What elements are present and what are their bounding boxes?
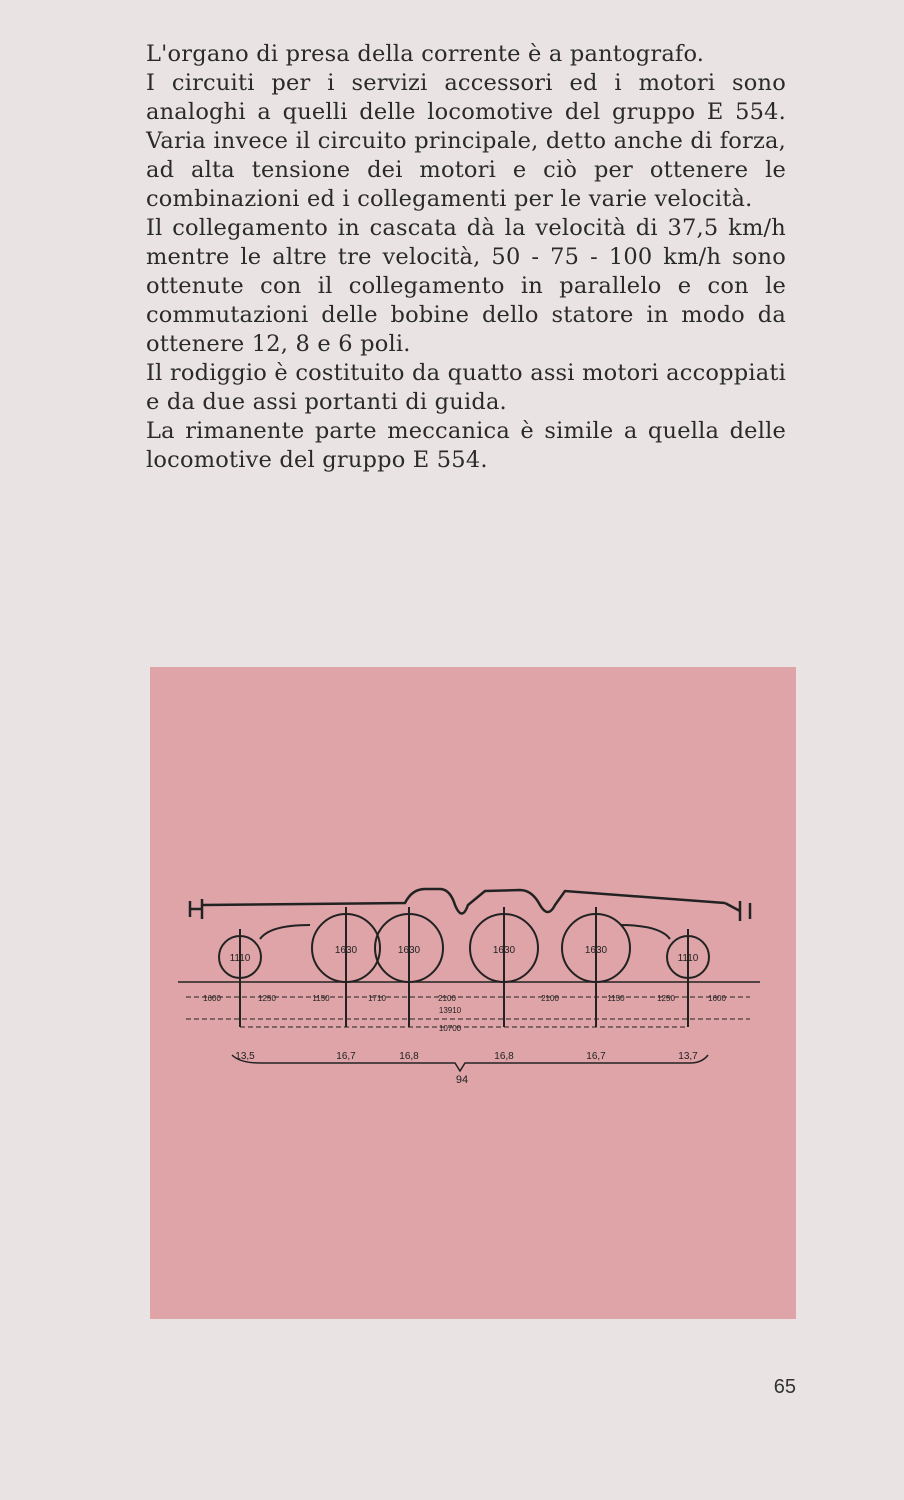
paragraph: La rimanente parte meccanica è simile a quella delle locomotive del gruppo E 554. bbox=[146, 418, 786, 473]
paragraph: Il collegamento in cascata dà la velocità di 37,5 km/h mentre le altre tre velocità, 50 - 75 - 100 km/h sono ottenute con il collegamento in parallelo e con le commutazioni delle bobine dello statore in modo da ottenere 12, 8 e 6 poli. bbox=[146, 215, 786, 357]
wheel-diameter-label: 1110 bbox=[677, 953, 699, 964]
spacing-label: 1250 bbox=[657, 994, 675, 1003]
axle-load-label: 16,8 bbox=[494, 1051, 514, 1062]
wheel-diameter-label: 1630 bbox=[334, 945, 358, 956]
spacing-label: 2100 bbox=[541, 994, 559, 1003]
wheel-diameter-label: 1630 bbox=[397, 945, 421, 956]
locomotive-axle-diagram bbox=[150, 667, 796, 1319]
right-buffer bbox=[725, 901, 750, 921]
page-number: 65 bbox=[773, 1376, 796, 1398]
paragraph: I circuiti per i servizi accessori ed i motori sono analoghi a quelli delle locomotive del gruppo E 554. Varia invece il circuito principale, detto anche di forza, ad alta tensione dei motori e ciò per ottenere le combinazioni ed i collegamenti per le varie velocità. bbox=[146, 70, 786, 212]
axle-load-label: 13,7 bbox=[678, 1051, 698, 1062]
wheelbase-label: 10700 bbox=[438, 1024, 462, 1033]
locomotive-diagram-panel bbox=[150, 667, 796, 1319]
spacing-label: 1150 bbox=[607, 994, 625, 1003]
total-weight-label: 94 bbox=[455, 1074, 469, 1086]
spacing-label: 2100 bbox=[438, 994, 456, 1003]
left-buffer bbox=[190, 899, 202, 919]
body-text bbox=[146, 40, 786, 475]
paragraph: Il rodiggio è costituito da quatto assi motori accoppiati e da due assi portanti di guida. bbox=[146, 360, 786, 415]
paragraph: L'organo di presa della corrente è a pantografo. bbox=[146, 41, 705, 67]
wheel-diameter-label: 1630 bbox=[584, 945, 608, 956]
spacing-label: 1710 bbox=[368, 994, 386, 1003]
axle-load-label: 13,5 bbox=[235, 1051, 255, 1062]
spacing-label: 1250 bbox=[258, 994, 276, 1003]
wheel-diameter-label: 1630 bbox=[492, 945, 516, 956]
overall-length-label: 13910 bbox=[438, 1006, 462, 1015]
axle-load-label: 16,8 bbox=[399, 1051, 419, 1062]
spacing-label: 1150 bbox=[312, 994, 330, 1003]
spacing-label: 1600 bbox=[708, 994, 726, 1003]
frame-outline bbox=[202, 889, 725, 914]
wheel-diameter-label: 1110 bbox=[229, 953, 251, 964]
axle-load-label: 16,7 bbox=[336, 1051, 356, 1062]
spacing-label: 1600 bbox=[203, 994, 221, 1003]
axle-load-label: 16,7 bbox=[586, 1051, 606, 1062]
